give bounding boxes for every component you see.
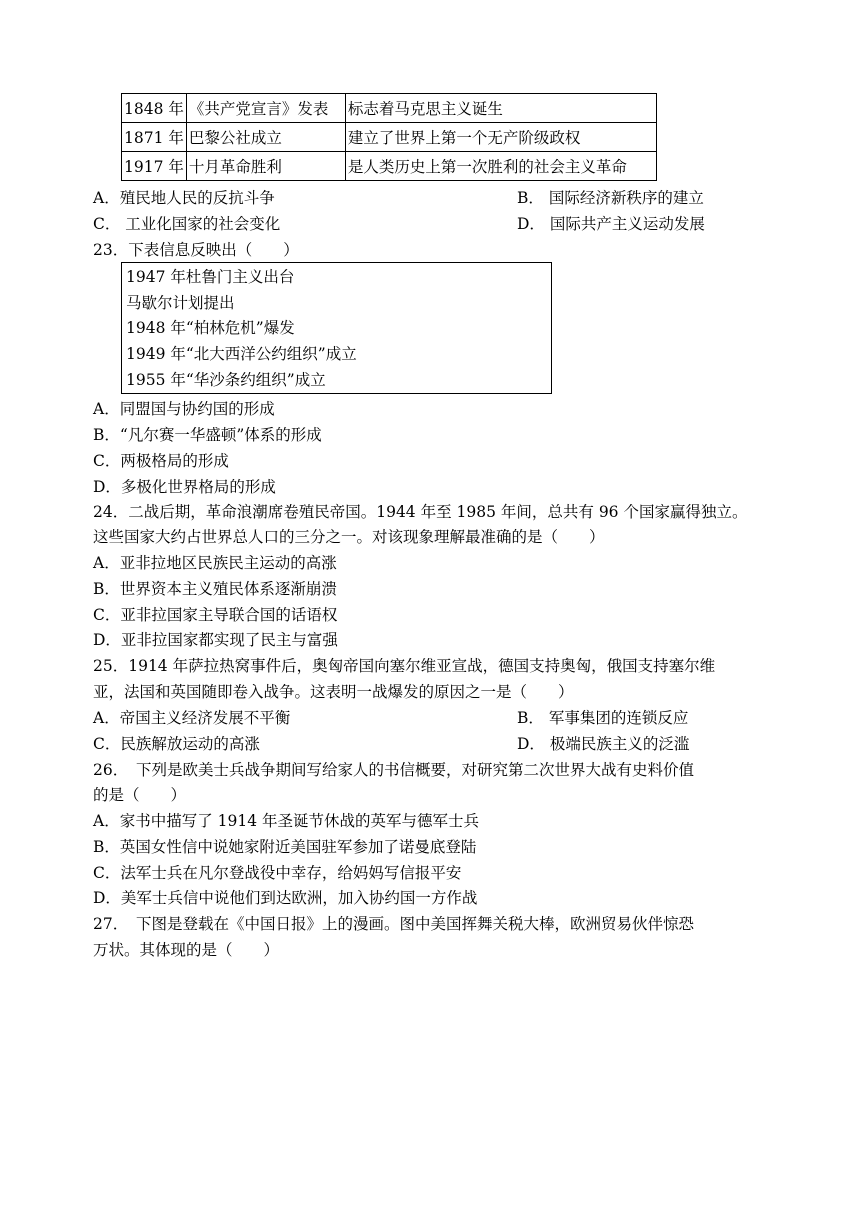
table-cell-significance: 是人类历史上第一次胜利的社会主义革命 [345,152,656,181]
q23-box-line: 1947 年杜鲁门主义出台 [126,268,295,286]
q23-box-line: 1955 年“华沙条约组织”成立 [126,371,326,389]
q27-stem-line-2: 万状。其体现的是（ ） [93,941,280,959]
q23-option-d[interactable]: D．多极化世界格局的形成 [93,478,276,496]
q24-stem-line-1: 24．二战后期，革命浪潮席卷殖民帝国。1944 年至 1985 年间，总共有 96 个国家赢得独立。 [93,503,748,521]
table-cell-significance: 标志着马克思主义诞生 [345,94,656,123]
q25-option-c[interactable]: C．民族解放运动的高涨 [93,735,260,753]
q26-option-a[interactable]: A．家书中描写了 1914 年圣诞节休战的英军与德军士兵 [93,812,479,830]
table-cell-year: 1848 年 [122,94,187,123]
table-row [122,94,657,123]
q23-box-line: 1948 年“柏林危机”爆发 [126,319,295,337]
q22-option-a[interactable]: A．殖民地人民的反抗斗争 [93,189,275,207]
q25-option-d[interactable]: D． 极端民族主义的泛滥 [517,735,690,753]
q22-option-d[interactable]: D． 国际共产主义运动发展 [517,215,705,233]
q26-stem-line-1: 26． 下列是欧美士兵战争期间写给家人的书信概要，对研究第二次世界大战有史料价值 [93,761,694,779]
q23-info-box [121,262,552,394]
q25-option-a[interactable]: A．帝国主义经济发展不平衡 [93,709,291,727]
q24-option-a[interactable]: A．亚非拉地区民族民主运动的高涨 [93,554,337,572]
q27-stem-line-1: 27． 下图是登载在《中国日报》上的漫画。图中美国挥舞关税大棒，欧洲贸易伙伴惊恐 [93,915,694,933]
q26-option-b[interactable]: B．英国女性信中说她家附近美国驻军参加了诺曼底登陆 [93,838,477,856]
q23-option-c[interactable]: C．两极格局的形成 [93,452,229,470]
q23-stem: 23．下表信息反映出（ ） [93,241,299,259]
q24-option-b[interactable]: B．世界资本主义殖民体系逐渐崩溃 [93,580,337,598]
q26-stem-line-2: 的是（ ） [93,786,187,804]
table-row [122,123,657,152]
q24-option-c[interactable]: C．亚非拉国家主导联合国的话语权 [93,606,338,624]
table-cell-year: 1917 年 [122,152,187,181]
table-row [122,152,657,181]
q25-stem-line-2: 亚，法国和英国随即卷入战争。这表明一战爆发的原因之一是（ ） [93,683,574,701]
q23-box-line: 马歇尔计划提出 [126,294,235,312]
q24-option-d[interactable]: D．亚非拉国家都实现了民主与富强 [93,631,338,649]
table-cell-event: 《共产党宣言》发表 [186,94,345,123]
q23-option-b[interactable]: B．“凡尔赛一华盛顿”体系的形成 [93,426,322,444]
q22-option-b[interactable]: B． 国际经济新秩序的建立 [517,189,704,207]
q23-box-line: 1949 年“北大西洋公约组织”成立 [126,345,357,363]
q25-stem-line-1: 25．1914 年萨拉热窝事件后，奥匈帝国向塞尔维亚宣战，德国支持奥匈，俄国支持塞尔维 [93,657,716,675]
q25-option-b[interactable]: B． 军事集团的连锁反应 [517,709,689,727]
table-cell-year: 1871 年 [122,123,187,152]
q26-option-d[interactable]: D．美军士兵信中说他们到达欧洲，加入协约国一方作战 [93,889,478,907]
table-cell-event: 巴黎公社成立 [186,123,345,152]
q23-option-a[interactable]: A．同盟国与协约国的形成 [93,400,275,418]
q24-stem-line-2: 这些国家大约占世界总人口的三分之一。对该现象理解最准确的是（ ） [93,528,605,546]
q22-option-c[interactable]: C． 工业化国家的社会变化 [93,215,281,233]
table-cell-event: 十月革命胜利 [186,152,345,181]
table-cell-significance: 建立了世界上第一个无产阶级政权 [345,123,656,152]
q22-events-table [121,93,657,181]
q26-option-c[interactable]: C．法军士兵在凡尔登战役中幸存，给妈妈写信报平安 [93,864,462,882]
